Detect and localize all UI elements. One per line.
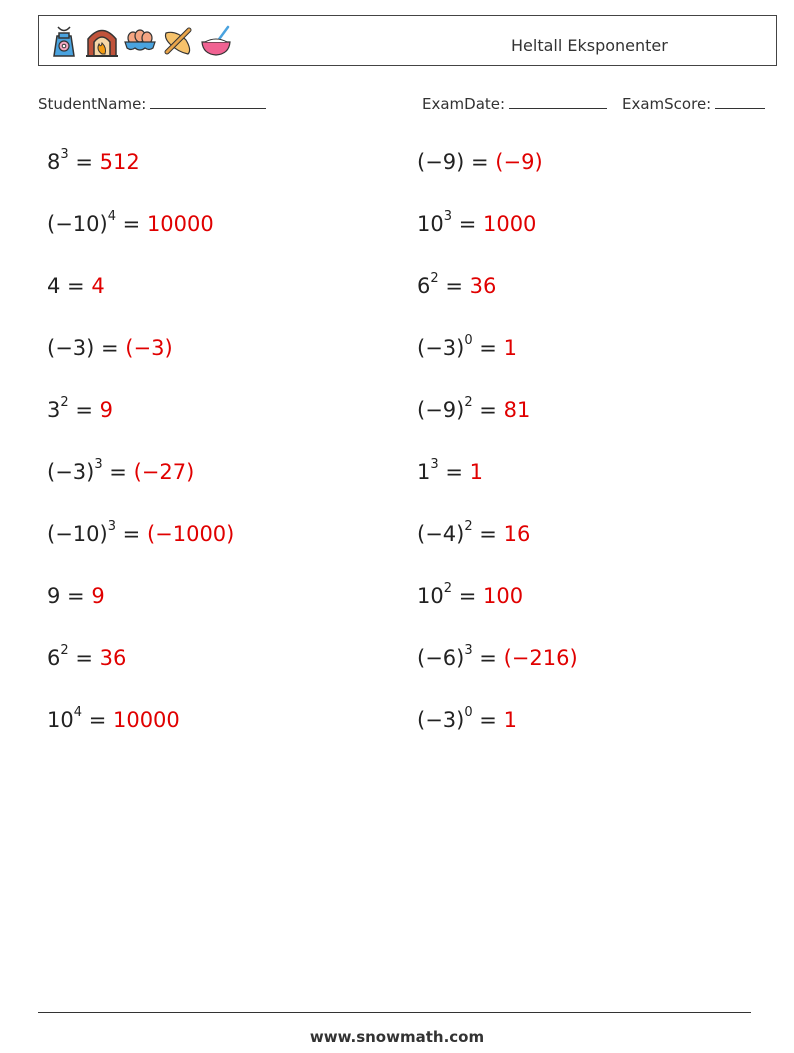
problem-item xyxy=(47,147,140,174)
problem-item xyxy=(417,395,531,422)
problem-exponent: 3 xyxy=(60,147,69,162)
problem-answer: 16 xyxy=(503,522,531,546)
problem-exponent: 2 xyxy=(464,395,473,410)
equals-sign: = xyxy=(472,336,504,360)
problem-base: (−9) xyxy=(417,150,465,174)
problem-item xyxy=(47,643,127,670)
page-title: Heltall Eksponenter xyxy=(511,36,668,55)
problem-item xyxy=(47,395,113,422)
problem-base: (−3) xyxy=(47,460,95,484)
problem-base: 6 xyxy=(417,274,431,298)
equals-sign: = xyxy=(102,460,134,484)
problem-base: (−4) xyxy=(417,522,465,546)
problem-item xyxy=(47,519,235,546)
problem-item xyxy=(417,581,524,608)
equals-sign: = xyxy=(60,274,92,298)
egg-tray-icon xyxy=(123,24,157,58)
problem-answer: 9 xyxy=(91,584,105,608)
problem-exponent: 2 xyxy=(430,271,439,286)
problem-base: (−3) xyxy=(417,336,465,360)
equals-sign: = xyxy=(60,584,92,608)
footer-url[interactable]: www.snowmath.com xyxy=(309,1028,485,1046)
problem-answer: 10000 xyxy=(146,212,214,236)
exam-score-blank[interactable] xyxy=(715,94,765,109)
problem-exponent: 4 xyxy=(73,705,83,720)
problem-item xyxy=(47,457,195,484)
student-name-blank[interactable] xyxy=(150,94,266,109)
equals-sign: = xyxy=(94,336,126,360)
exam-date-field[interactable] xyxy=(422,94,607,113)
problem-answer: 81 xyxy=(503,398,531,422)
equals-sign: = xyxy=(472,522,504,546)
problem-answer: 1 xyxy=(503,336,517,360)
problem-base: 4 xyxy=(47,274,61,298)
equals-sign: = xyxy=(464,150,496,174)
problem-item xyxy=(417,271,497,298)
problem-item xyxy=(47,584,105,608)
rolling-pin-icon xyxy=(161,24,195,58)
problem-exponent: 2 xyxy=(60,395,69,410)
equals-sign: = xyxy=(68,150,100,174)
problem-exponent: 3 xyxy=(430,457,439,472)
equals-sign: = xyxy=(68,398,100,422)
exam-date-label: ExamDate: xyxy=(422,95,506,113)
problem-answer: 1 xyxy=(503,708,517,732)
equals-sign: = xyxy=(438,460,470,484)
problem-base: 8 xyxy=(47,150,61,174)
exam-score-field[interactable] xyxy=(622,94,765,113)
student-name-label: StudentName: xyxy=(38,95,147,113)
problem-exponent: 3 xyxy=(107,519,116,534)
problem-base: (−6) xyxy=(417,646,465,670)
student-name-field[interactable] xyxy=(38,94,266,113)
problem-exponent: 3 xyxy=(94,457,103,472)
problem-answer: (−1000) xyxy=(146,522,235,546)
problem-item xyxy=(47,274,105,298)
problem-base: 9 xyxy=(47,584,61,608)
problem-base: (−3) xyxy=(47,336,95,360)
problem-answer: 9 xyxy=(99,398,113,422)
problem-base: (−10) xyxy=(47,522,108,546)
problem-base: 10 xyxy=(47,708,74,732)
equals-sign: = xyxy=(452,584,483,608)
problem-answer: 36 xyxy=(469,274,497,298)
problem-base: 1 xyxy=(417,460,431,484)
problem-exponent: 3 xyxy=(464,643,473,658)
exam-date-blank[interactable] xyxy=(509,94,607,109)
problem-base: 10 xyxy=(417,212,444,236)
problem-item xyxy=(417,333,517,360)
equals-sign: = xyxy=(115,522,147,546)
problem-answer: 1000 xyxy=(482,212,537,236)
equals-sign: = xyxy=(115,212,147,236)
footer-divider xyxy=(38,1012,751,1013)
problem-item xyxy=(417,457,483,484)
problem-item xyxy=(417,150,543,174)
problem-base: 6 xyxy=(47,646,61,670)
problem-answer: 36 xyxy=(99,646,127,670)
problem-answer: 100 xyxy=(482,584,524,608)
problem-answer: 1 xyxy=(469,460,483,484)
problem-item xyxy=(417,643,578,670)
problem-item xyxy=(47,336,173,360)
problem-item xyxy=(47,209,214,236)
equals-sign: = xyxy=(472,708,504,732)
equals-sign: = xyxy=(82,708,113,732)
problem-exponent: 2 xyxy=(60,643,69,658)
problem-exponent: 0 xyxy=(464,705,473,720)
problem-item xyxy=(47,705,180,732)
problem-base: 10 xyxy=(417,584,444,608)
problem-answer: (−9) xyxy=(495,150,543,174)
problem-base: (−10) xyxy=(47,212,108,236)
problem-exponent: 2 xyxy=(443,581,453,596)
equals-sign: = xyxy=(68,646,100,670)
problem-answer: (−216) xyxy=(503,646,578,670)
fireplace-icon xyxy=(85,24,119,58)
equals-sign: = xyxy=(472,646,504,670)
problem-base: (−3) xyxy=(417,708,465,732)
exam-score-label: ExamScore: xyxy=(622,95,712,113)
problem-answer: (−27) xyxy=(133,460,195,484)
problem-item xyxy=(417,705,517,732)
equals-sign: = xyxy=(452,212,483,236)
equals-sign: = xyxy=(472,398,504,422)
problem-item xyxy=(417,519,531,546)
problem-answer: 512 xyxy=(99,150,140,174)
problem-item xyxy=(417,209,537,236)
problem-answer: 4 xyxy=(91,274,105,298)
problem-base: (−9) xyxy=(417,398,465,422)
worksheet-header xyxy=(38,15,777,66)
problem-base: 3 xyxy=(47,398,61,422)
equals-sign: = xyxy=(438,274,470,298)
mixing-bowl-icon xyxy=(199,24,233,58)
problem-exponent: 4 xyxy=(107,209,116,224)
problem-answer: (−3) xyxy=(125,336,173,360)
problem-exponent: 3 xyxy=(443,209,453,224)
header-icons xyxy=(47,24,233,60)
apron-icon xyxy=(47,24,81,58)
problem-exponent: 0 xyxy=(464,333,473,348)
problem-exponent: 2 xyxy=(464,519,473,534)
problem-answer: 10000 xyxy=(112,708,180,732)
